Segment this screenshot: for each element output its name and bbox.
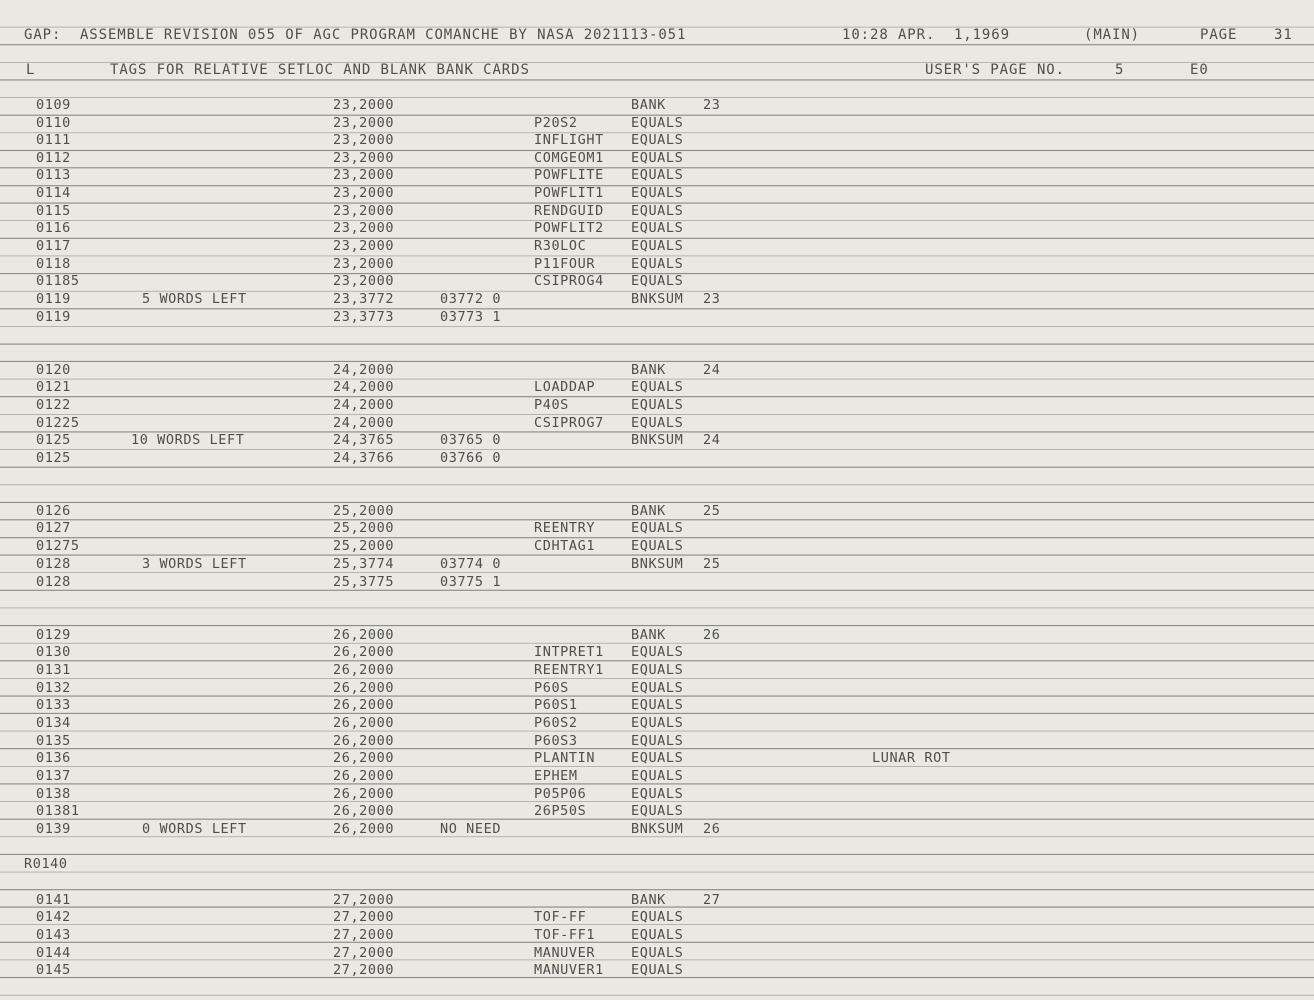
listing-addr: 24,2000 xyxy=(333,415,395,431)
listing-addr: 26,2000 xyxy=(333,680,395,696)
listing-seq: 0142 xyxy=(36,909,71,925)
listing-op: EQUALS xyxy=(631,256,684,272)
listing-addr: 27,2000 xyxy=(333,892,395,908)
listing-addr: 24,3766 xyxy=(333,450,395,466)
listing-addr: 23,3772 xyxy=(333,291,395,307)
listing-seq: 0125 xyxy=(36,450,71,466)
listing-addr: 24,2000 xyxy=(333,397,395,413)
listing-seq: 01275 xyxy=(36,538,80,554)
listing-operand: 27 xyxy=(703,892,721,908)
listing-seq: 0111 xyxy=(36,132,71,148)
listing-op: BNKSUM xyxy=(631,821,684,837)
listing-seq: 0144 xyxy=(36,945,71,961)
listing-op: EQUALS xyxy=(631,715,684,731)
listing-addr: 25,3775 xyxy=(333,574,395,590)
listing-octal: 03775 1 xyxy=(440,574,502,590)
listing-seq: 0117 xyxy=(36,238,71,254)
listing-seq: 01185 xyxy=(36,273,80,289)
listing-addr: 26,2000 xyxy=(333,750,395,766)
listing-addr: 24,2000 xyxy=(333,379,395,395)
listing-op: BANK xyxy=(631,503,666,519)
listing-addr: 26,2000 xyxy=(333,644,395,660)
listing-label: P20S2 xyxy=(534,115,578,131)
listing-addr: 25,2000 xyxy=(333,538,395,554)
listing-operand: 25 xyxy=(703,503,721,519)
listing-octal: 03773 1 xyxy=(440,309,502,325)
header-segment: (MAIN) xyxy=(1084,27,1140,43)
listing-op: EQUALS xyxy=(631,538,684,554)
listing-op: EQUALS xyxy=(631,803,684,819)
listing-octal: 03774 0 xyxy=(440,556,502,572)
listing-seq: 0109 xyxy=(36,97,71,113)
listing-op: EQUALS xyxy=(631,945,684,961)
listing-octal: 03772 0 xyxy=(440,291,502,307)
listing-seq: 0136 xyxy=(36,750,71,766)
listing-operand: 23 xyxy=(703,97,721,113)
listing-addr: 27,2000 xyxy=(333,927,395,943)
listing-addr: 26,2000 xyxy=(333,821,395,837)
listing-label: POWFLIT2 xyxy=(534,220,604,236)
listing-addr: 23,2000 xyxy=(333,185,395,201)
listing-operand: 25 xyxy=(703,556,721,572)
listing-label: LOADDAP xyxy=(534,379,596,395)
listing-seq: 0121 xyxy=(36,379,71,395)
listing-label: POWFLIT1 xyxy=(534,185,604,201)
listing-addr: 23,3773 xyxy=(333,309,395,325)
listing-label: P05P06 xyxy=(534,786,587,802)
listing-label: P60S xyxy=(534,680,569,696)
listing-label: INFLIGHT xyxy=(534,132,604,148)
listing-op: EQUALS xyxy=(631,786,684,802)
listing-op: BANK xyxy=(631,892,666,908)
listing-comment: LUNAR ROT xyxy=(872,750,951,766)
listing-op: EQUALS xyxy=(631,132,684,148)
listing-addr: 23,2000 xyxy=(333,115,395,131)
listing-label: TOF-FF xyxy=(534,909,587,925)
listing-label: COMGEOM1 xyxy=(534,150,604,166)
listing-addr: 26,2000 xyxy=(333,768,395,784)
listing-op: BANK xyxy=(631,97,666,113)
listing-seq: 0113 xyxy=(36,167,71,183)
listing-seq: 0114 xyxy=(36,185,71,201)
listing-seq: 0129 xyxy=(36,627,71,643)
listing-octal: 03766 0 xyxy=(440,450,502,466)
listing-label: RENDGUID xyxy=(534,203,604,219)
listing-operand: 24 xyxy=(703,362,721,378)
subheader-code: E0 xyxy=(1190,62,1209,78)
listing-operand: 24 xyxy=(703,432,721,448)
listing-addr: 26,2000 xyxy=(333,662,395,678)
listing-seq: R0140 xyxy=(24,856,68,872)
listing-seq: 0116 xyxy=(36,220,71,236)
subheader-users-page-number: 5 xyxy=(1115,62,1125,78)
listing-seq: 0122 xyxy=(36,397,71,413)
listing-label: R30LOC xyxy=(534,238,587,254)
listing-addr: 25,3774 xyxy=(333,556,395,572)
listing-op: EQUALS xyxy=(631,697,684,713)
header-datetime: 10:28 APR. 1,1969 xyxy=(842,27,1010,43)
listing-op: EQUALS xyxy=(631,415,684,431)
listing-addr: 27,2000 xyxy=(333,909,395,925)
listing-op: BANK xyxy=(631,627,666,643)
listing-addr: 23,2000 xyxy=(333,132,395,148)
listing-op: EQUALS xyxy=(631,662,684,678)
listing-op: EQUALS xyxy=(631,962,684,978)
listing-addr: 23,2000 xyxy=(333,238,395,254)
listing-octal: 03765 0 xyxy=(440,432,502,448)
listing-seq: 0135 xyxy=(36,733,71,749)
subheader-description: TAGS FOR RELATIVE SETLOC AND BLANK BANK CARDS xyxy=(110,62,530,78)
listing-op: EQUALS xyxy=(631,644,684,660)
listing-addr: 26,2000 xyxy=(333,627,395,643)
listing-seq: 0126 xyxy=(36,503,71,519)
listing-label: POWFLITE xyxy=(534,167,604,183)
listing-label: P60S3 xyxy=(534,733,578,749)
listing-seq: 0128 xyxy=(36,574,71,590)
listing-seq: 0119 xyxy=(36,309,71,325)
listing-op: EQUALS xyxy=(631,680,684,696)
listing-op: BNKSUM xyxy=(631,291,684,307)
listing-op: BNKSUM xyxy=(631,556,684,572)
listing-op: EQUALS xyxy=(631,750,684,766)
listing-seq: 0115 xyxy=(36,203,71,219)
listing-octal: NO NEED xyxy=(440,821,502,837)
listing-op: EQUALS xyxy=(631,397,684,413)
listing-label: MANUVER1 xyxy=(534,962,604,978)
listing-addr: 23,2000 xyxy=(333,97,395,113)
listing-seq: 0145 xyxy=(36,962,71,978)
listing-op: EQUALS xyxy=(631,909,684,925)
subheader-type-code: L xyxy=(26,62,36,78)
listing-op: EQUALS xyxy=(631,927,684,943)
listing-note: 0 WORDS LEFT xyxy=(142,821,247,837)
header-page-label: PAGE xyxy=(1200,27,1238,43)
listing-seq: 0137 xyxy=(36,768,71,784)
listing-op: EQUALS xyxy=(631,185,684,201)
listing-seq: 01381 xyxy=(36,803,80,819)
listing-addr: 24,3765 xyxy=(333,432,395,448)
listing-label: REENTRY1 xyxy=(534,662,604,678)
listing-note: 10 WORDS LEFT xyxy=(131,432,245,448)
listing-label: CSIPROG4 xyxy=(534,273,604,289)
listing-seq: 0132 xyxy=(36,680,71,696)
header-title: GAP: ASSEMBLE REVISION 055 OF AGC PROGRAM COMANCHE BY NASA 2021113-051 xyxy=(24,27,687,43)
listing-op: EQUALS xyxy=(631,520,684,536)
listing-op: BANK xyxy=(631,362,666,378)
listing-note: 5 WORDS LEFT xyxy=(142,291,247,307)
listing-op: EQUALS xyxy=(631,238,684,254)
listing-seq: 0128 xyxy=(36,556,71,572)
listing-op: EQUALS xyxy=(631,768,684,784)
listing-op: EQUALS xyxy=(631,220,684,236)
listing-label: TOF-FF1 xyxy=(534,927,596,943)
listing-label: P11FOUR xyxy=(534,256,596,272)
listing-op: EQUALS xyxy=(631,733,684,749)
listing-op: EQUALS xyxy=(631,115,684,131)
listing-label: EPHEM xyxy=(534,768,578,784)
listing-seq: 0133 xyxy=(36,697,71,713)
listing-operand: 23 xyxy=(703,291,721,307)
listing-addr: 23,2000 xyxy=(333,167,395,183)
listing-addr: 24,2000 xyxy=(333,362,395,378)
listing-seq: 0112 xyxy=(36,150,71,166)
listing-addr: 27,2000 xyxy=(333,945,395,961)
subheader-users-page-label: USER'S PAGE NO. xyxy=(925,62,1065,78)
listing-label: PLANTIN xyxy=(534,750,596,766)
listing-operand: 26 xyxy=(703,821,721,837)
listing-op: EQUALS xyxy=(631,273,684,289)
listing-seq: 0119 xyxy=(36,291,71,307)
listing-addr: 23,2000 xyxy=(333,273,395,289)
listing-seq: 0130 xyxy=(36,644,71,660)
listing-addr: 23,2000 xyxy=(333,150,395,166)
listing-addr: 26,2000 xyxy=(333,733,395,749)
listing-seq: 0141 xyxy=(36,892,71,908)
listing-addr: 26,2000 xyxy=(333,803,395,819)
listing-seq: 0131 xyxy=(36,662,71,678)
listing-addr: 27,2000 xyxy=(333,962,395,978)
listing-op: EQUALS xyxy=(631,167,684,183)
listing-addr: 25,2000 xyxy=(333,520,395,536)
listing-label: MANUVER xyxy=(534,945,596,961)
listing-label: CDHTAG1 xyxy=(534,538,596,554)
listing-addr: 23,2000 xyxy=(333,220,395,236)
listing-seq: 0143 xyxy=(36,927,71,943)
listing-addr: 26,2000 xyxy=(333,715,395,731)
listing-label: REENTRY xyxy=(534,520,596,536)
listing-seq: 0125 xyxy=(36,432,71,448)
listing-addr: 23,2000 xyxy=(333,203,395,219)
listing-addr: 23,2000 xyxy=(333,256,395,272)
listing-label: CSIPROG7 xyxy=(534,415,604,431)
listing-addr: 26,2000 xyxy=(333,786,395,802)
listing-seq: 01225 xyxy=(36,415,80,431)
listing-label: P60S2 xyxy=(534,715,578,731)
listing-seq: 0139 xyxy=(36,821,71,837)
listing-op: BNKSUM xyxy=(631,432,684,448)
listing-seq: 0120 xyxy=(36,362,71,378)
listing-label: P60S1 xyxy=(534,697,578,713)
listing-label: INTPRET1 xyxy=(534,644,604,660)
listing-op: EQUALS xyxy=(631,379,684,395)
listing-note: 3 WORDS LEFT xyxy=(142,556,247,572)
listing-seq: 0138 xyxy=(36,786,71,802)
listing-seq: 0127 xyxy=(36,520,71,536)
listing-operand: 26 xyxy=(703,627,721,643)
listing-seq: 0110 xyxy=(36,115,71,131)
header-page-number: 31 xyxy=(1274,27,1293,43)
listing-op: EQUALS xyxy=(631,150,684,166)
listing-op: EQUALS xyxy=(631,203,684,219)
listing-label: P40S xyxy=(534,397,569,413)
listing-addr: 26,2000 xyxy=(333,697,395,713)
listing-seq: 0134 xyxy=(36,715,71,731)
listing-seq: 0118 xyxy=(36,256,71,272)
listing-addr: 25,2000 xyxy=(333,503,395,519)
listing-label: 26P50S xyxy=(534,803,587,819)
